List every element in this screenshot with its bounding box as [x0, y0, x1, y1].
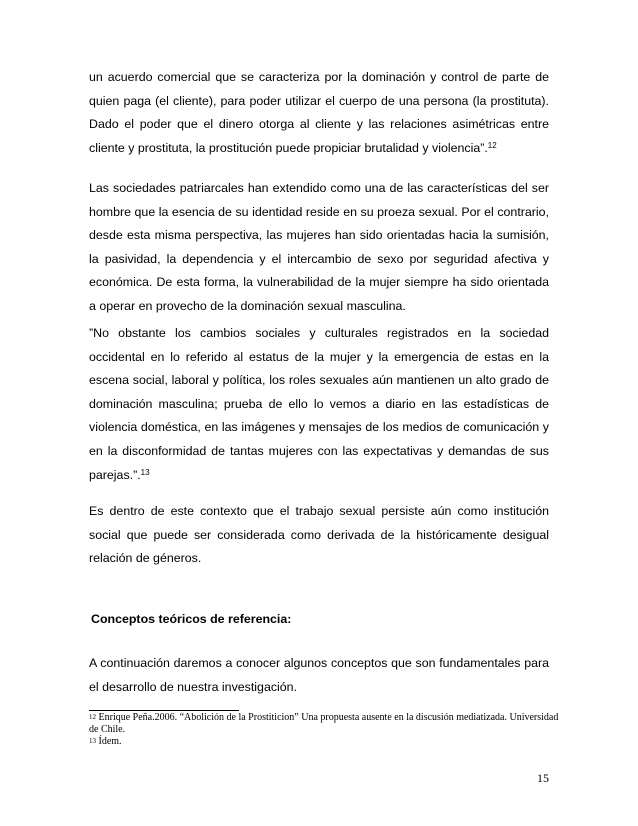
footnote-number: 13 [89, 737, 96, 745]
footnote-ref-13: 13 [140, 467, 150, 477]
paragraph-text: ”No obstante los cambios sociales y culturales registrados en la sociedad occidental en lo referido al estatus de la mujer y la emergencia de estas en la escena social, laboral y política, los roles sexuales aún mantienen un alto grado de dominación masculina; prueba de ello lo vemos a diario en las estadísticas de violencia doméstica, en las imágenes y mensajes de los medios de comunicación y en la disconformidad de tantas mujeres con las expectativas y demandas de sus parejas.”. [89, 326, 549, 482]
footnote-ref-12: 12 [487, 140, 497, 150]
footnote-separator [89, 710, 239, 711]
footnotes [89, 712, 559, 748]
footnote-number: 12 [89, 713, 96, 721]
footnote-13 [89, 736, 559, 748]
footnote-text: Ídem. [98, 736, 122, 747]
paragraph-patriarchal-societies [89, 177, 549, 319]
paragraph-prostitution-definition [89, 66, 549, 160]
paragraph-quote-social-changes [89, 322, 549, 487]
footnote-12 [89, 712, 559, 736]
paragraph-text: Es dentro de este contexto que el trabajo sexual persiste aún como institución social que puede ser considerada como derivada de la históricamente desigual relación de géneros. [89, 504, 549, 566]
paragraph-text: un acuerdo comercial que se caracteriza por la dominación y control de parte de quien paga (el cliente), para poder utilizar el cuerpo de una persona (la prostituta). Dado el poder que el dinero otorga al cliente y las relaciones asimétricas entre cliente y prostituta, la prostitución puede propiciar brutalidad y violencia”. [89, 70, 549, 155]
paragraph-text: Las sociedades patriarcales han extendido como una de las características del ser hombre que la esencia de su identidad reside en su proeza sexual. Por el contrario, desde esta misma perspectiva, las mujeres han sido orientadas hacia la sumisión, la pasividad, la dependencia y el intercambio de sexo por seguridad afectiva y económica. De esta forma, la vulnerabilidad de la mujer siempre ha sido orientada a operar en provecho de la dominación sexual masculina. [89, 181, 549, 313]
page-number: 15 [537, 771, 549, 785]
paragraph-concepts-intro [89, 652, 549, 699]
section-heading: Conceptos teóricos de referencia: [91, 612, 292, 626]
paragraph-text: A continuación daremos a conocer algunos conceptos que son fundamentales para el desarrollo de nuestra investigación. [89, 656, 549, 694]
footnote-text: Enrique Peña.2006. “Abolición de la Prostiticion” Una propuesta ausente en la discusión mediatizada. Universidad de Chile. [89, 712, 559, 735]
paragraph-sex-work-context [89, 500, 549, 571]
